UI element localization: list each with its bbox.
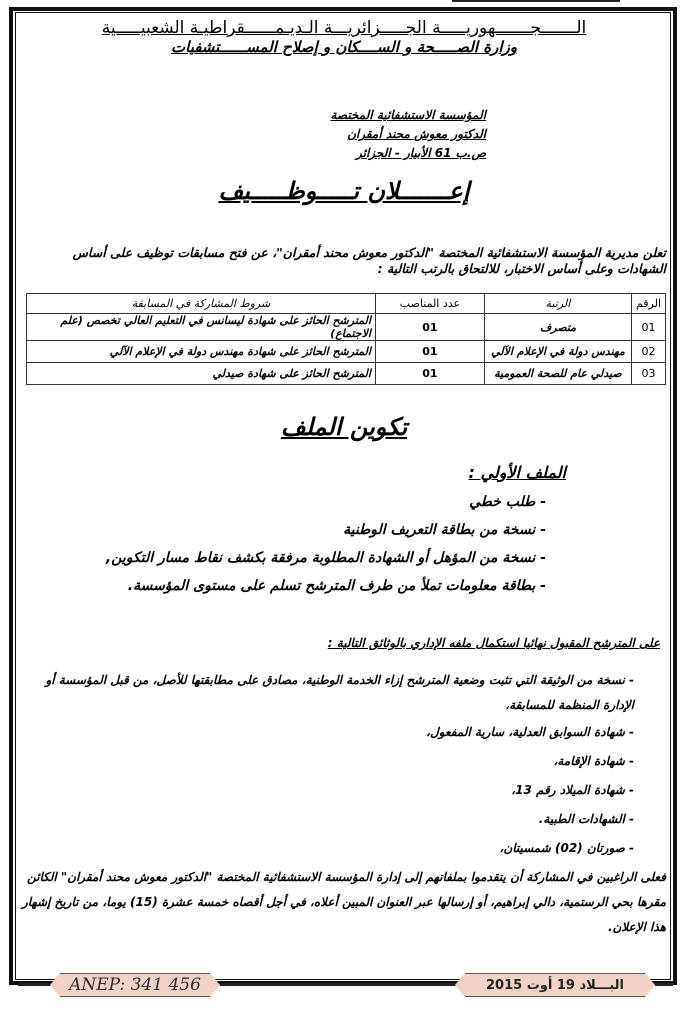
header-num: الرقم	[631, 294, 665, 314]
bullet-dash: -	[629, 812, 634, 826]
bullet-dash: -	[629, 725, 634, 739]
list-item-text: شهادة الميلاد رقم 13،	[511, 783, 625, 797]
table-row	[27, 314, 666, 341]
list-item	[22, 747, 660, 776]
positions-table	[26, 293, 666, 385]
announcement-document	[22, 14, 666, 964]
list-item	[22, 834, 660, 863]
institution-address: ص.ب 61 الأبيار - الجزائر	[355, 146, 486, 160]
list-item-text: شهادة السوابق العدلية، سارية المفعول،	[426, 725, 625, 739]
list-item-text: شهادة الإقامة،	[553, 754, 625, 768]
list-item-text: نسخة من الوثيقة التي تثبت وضعية المترشح إزاء الخدمة الوطنية، مصادق على مطابقتها للأصل، من قبل المؤسسة أو الإدارة المنظمة للمسابقة،	[45, 673, 634, 712]
list-item-text: الشهادات الطبية.	[538, 812, 625, 826]
row-count: 01	[375, 314, 484, 341]
publication-date-badge: البـــلاد 19 أوت 2015	[465, 973, 645, 997]
republic-header: الـــــــجـــــــهوريـــــة الجـــــزائريـــة الـديـمــــــقراطيـة الشعبيـــــية	[101, 18, 587, 38]
dossier-section-title: تكوين الملف	[280, 413, 408, 441]
institution-block	[22, 106, 486, 163]
closing-paragraph: فعلى الراغبين في المشاركة أن يتقدموا بملفاتهم إلى إدارة المؤسسة الاستشفائية المختصة "الدكتور معوش محند أمقران" الكائن مقرها بحي الرستمية، دالي إبراهيم، أو إرسالها عبر العنوان المبين أعلاه، في أجل أقصاه خمسة عشرة (15) يوما، من تاريخ إشهار هذا الإعلان.	[21, 870, 666, 934]
anep-reference-badge: ANEP: 341 456	[60, 973, 210, 997]
table-row	[27, 341, 666, 363]
list-item	[22, 668, 660, 718]
table-row	[27, 363, 666, 385]
row-rank: متصرف	[484, 314, 631, 341]
bullet-dash: -	[629, 783, 634, 797]
final-documents-list	[22, 668, 660, 863]
row-rank: مهندس دولة في الإعلام الآلي	[484, 341, 631, 363]
institution-name: المؤسسة الاستشفائية المختصة	[330, 108, 486, 122]
list-item	[22, 805, 660, 834]
row-rank: صيدلي عام للصحة العمومية	[484, 363, 631, 385]
ministry-header: وزارة الصـــــحة و الســــكان و إصلاح المســــــتشفيات	[171, 38, 517, 56]
final-documents-title: على المترشح المقبول نهائيا استكمال ملفه الإداري بالوثائق التالية :	[327, 636, 660, 650]
bullet-dash: -	[629, 673, 634, 687]
top-decorative-line	[452, 0, 620, 2]
row-conditions: المترشح الحائز على شهادة مهندس دولة في الإعلام الآلي	[27, 341, 376, 363]
table-header-row	[27, 294, 666, 314]
intro-paragraph: تعلن مديرية المؤسسة الاستشفائية المختصة "الدكتور معوش محند أمقران"، عن فتح مسابقات توظيف على أساس الشهادات وعلى أساس الاختبار، للالتحاق بالرتب التالية :	[72, 245, 666, 276]
list-item: - نسخة من بطاقة التعريف الوطنية	[343, 522, 546, 538]
list-item	[22, 776, 660, 805]
header-rank: الرتبة	[484, 294, 631, 314]
institution-director-name: الدكتور معوش محند أمقران	[347, 127, 486, 141]
list-item: - بطاقة معلومات تملأ من طرف المترشح تسلم على مستوى المؤسسة.	[127, 578, 546, 594]
initial-dossier-list	[22, 488, 546, 600]
page-title: إعـــــــلان تـــــوظـــــيف	[218, 177, 470, 205]
list-item: - نسخة من المؤهل أو الشهادة المطلوبة مرفقة بكشف نقاط مسار التكوين,	[105, 550, 546, 566]
row-conditions: المترشح الحائز على شهادة ليسانس في التعليم العالي تخصص (علم الاجتماع)	[27, 314, 376, 341]
row-conditions: المترشح الحائز على شهادة صيدلي	[27, 363, 376, 385]
row-num: 01	[631, 314, 665, 341]
header-conditions: شروط المشاركة في المسابقة	[27, 294, 376, 314]
footer-line-middle	[220, 983, 465, 986]
bullet-dash: -	[629, 754, 634, 768]
initial-dossier-title: الملف الأولي :	[468, 463, 566, 482]
list-item: - طلب خطي	[469, 494, 546, 510]
footer-line-right	[655, 983, 673, 986]
row-count: 01	[375, 363, 484, 385]
row-count: 01	[375, 341, 484, 363]
row-num: 02	[631, 341, 665, 363]
list-item	[22, 718, 660, 747]
row-num: 03	[631, 363, 665, 385]
bullet-dash: -	[629, 841, 634, 855]
header-count: عدد المناصب	[375, 294, 484, 314]
list-item-text: صورتان (02) شمسيتان،	[499, 841, 625, 855]
